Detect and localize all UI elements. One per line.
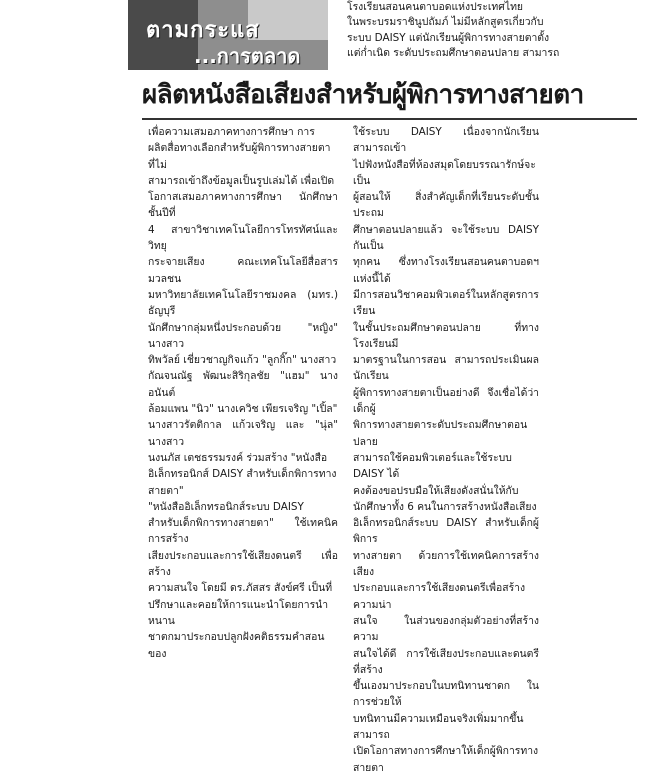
section-banner — [128, 0, 328, 70]
banner-subtitle: ...การตลาด — [194, 44, 301, 68]
article-headline: ผลิตหนังสือเสียงสำหรับผู้พิการทางสายตา — [142, 80, 584, 110]
article-column-left: เพื่อความเสมอภาคทางการศึกษา การ ผลิตสื่อทางเลือกสำหรับผู้พิการทางสายตา ที่ไม่ สามารถเข้าถึงข้อมูลเป็นรูปเล่มได้ เพื่อเปิด โอกาสเสมอภาคทางการศึกษา นักศึกษาชั้นปีที่ 4 สาขาวิชาเทคโนโลยีการโทรทัศน์และวิทยุ กระจายเสียง คณะเทคโนโลยีสื่อสารมวลชน มหาวิทยาลัยเทคโนโลยีราชมงคล (มทร.) ธัญบุรี นักศึกษากลุ่มหนึ่งประกอบด้วย "หญิง" นางสาว ทิพวัลย์ เชี่ยวชาญกิจแก้ว "ลูกกิ๊ก" นางสาว กัณจนณัฐ พัฒนะสิริกุลชัย "แฮม" นางอนันต์ ล้อมแพน "นิว" นางเควิช เพียรเจริญ "เปิ้ล" นางสาวรัตติกาล แก้วเจริญ และ "นุ่ล" นางสาว นงนภัส เตชธรรมรงค์ ร่วมสร้าง "หนังสือ อิเล็กทรอนิกส์ DAISY สำหรับเด็กพิการทาง สายตา" "หนังสืออิเล็กทรอนิกส์ระบบ DAISY สำหรับเด็กพิการทางสายตา" ใช้เทคนิคการสร้าง เสียงประกอบและการใช้เสียงดนตรี เพื่อสร้าง ความสนใจ โดยมี ดร.ภัสสร สังข์ศรี เป็นที่ ปรึกษาและคอยให้การแนะนำโดยการนำหนาน ชาตกมาประกอบปลูกฝังคติธรรมคำสอน ของ — [148, 126, 338, 660]
headline-divider — [142, 118, 637, 120]
banner-photo-light — [248, 0, 328, 40]
article-column-right: ใช้ระบบ DAISY เนื่องจากนักเรียนสามารถเข้า ไปฟังหนังสือที่ห้องสมุดโดยบรรณารักษ์จะเป็น ผู้สอนให้ สิ่งสำคัญเด็กที่เรียนระดับชั้นประถม ศึกษาตอนปลายแล้ว จะใช้ระบบ DAISY กันเป็น ทุกคน ซึ่งทางโรงเรียนสอนคนตาบอดฯแห่งนี้ได้ มีการสอนวิชาคอมพิวเตอร์ในหลักสูตรการเรียน ในชั้นประถมศึกษาตอนปลาย ที่ทางโรงเรียนมี มาตรฐานในการสอน สามารถประเมินผลนักเรียน ผู้พิการทางสายตาเป็นอย่างดี จึงเชื่อได้ว่าเด็กผู้ พิการทางสายตาระดับประถมศึกษาตอนปลาย สามารถใช้คอมพิวเตอร์และใช้ระบบ DAISY ได้ คงต้องขอปรบมือให้เสียงดังสนั่นให้กับ นักศึกษาทั้ง 6 คนในการสร้างหนังสือเสียง อิเล็กทรอนิกส์ระบบ DAISY สำหรับเด็กผู้พิการ ทางสายตา ด้วยการใช้เทคนิคการสร้างเสียง ประกอบและการใช้เสียงดนตรีเพื่อสร้างความน่า สนใจ ในส่วนของกลุ่มตัวอย่างที่สร้างความ สนใจได้ดี การใช้เสียงประกอบและดนตรีที่สร้าง ขึ้นเองมาประกอบในบทนิทานชาดก ในการช่วยให้ บทนิทานมีความเหมือนจริงเพิ่มมากขึ้น สามารถ เปิดโอกาสทางการศึกษาให้เด็กผู้พิการทางสายตา — [353, 126, 539, 774]
intro-column: โรงเรียนสอนคนตาบอดแห่งประเทศไทย ในพระบรมราชินูปถัมภ์ ไม่มีหลักสูตรเกี่ยวกับ ระบบ DAISY แต่นักเรียนผู้พิการทางสายตาตั้ง แต่ก่ำเนิด ระดับประถมศึกษาตอนปลาย สามารถ — [347, 1, 560, 59]
banner-title: ตามกระแส — [146, 18, 260, 43]
